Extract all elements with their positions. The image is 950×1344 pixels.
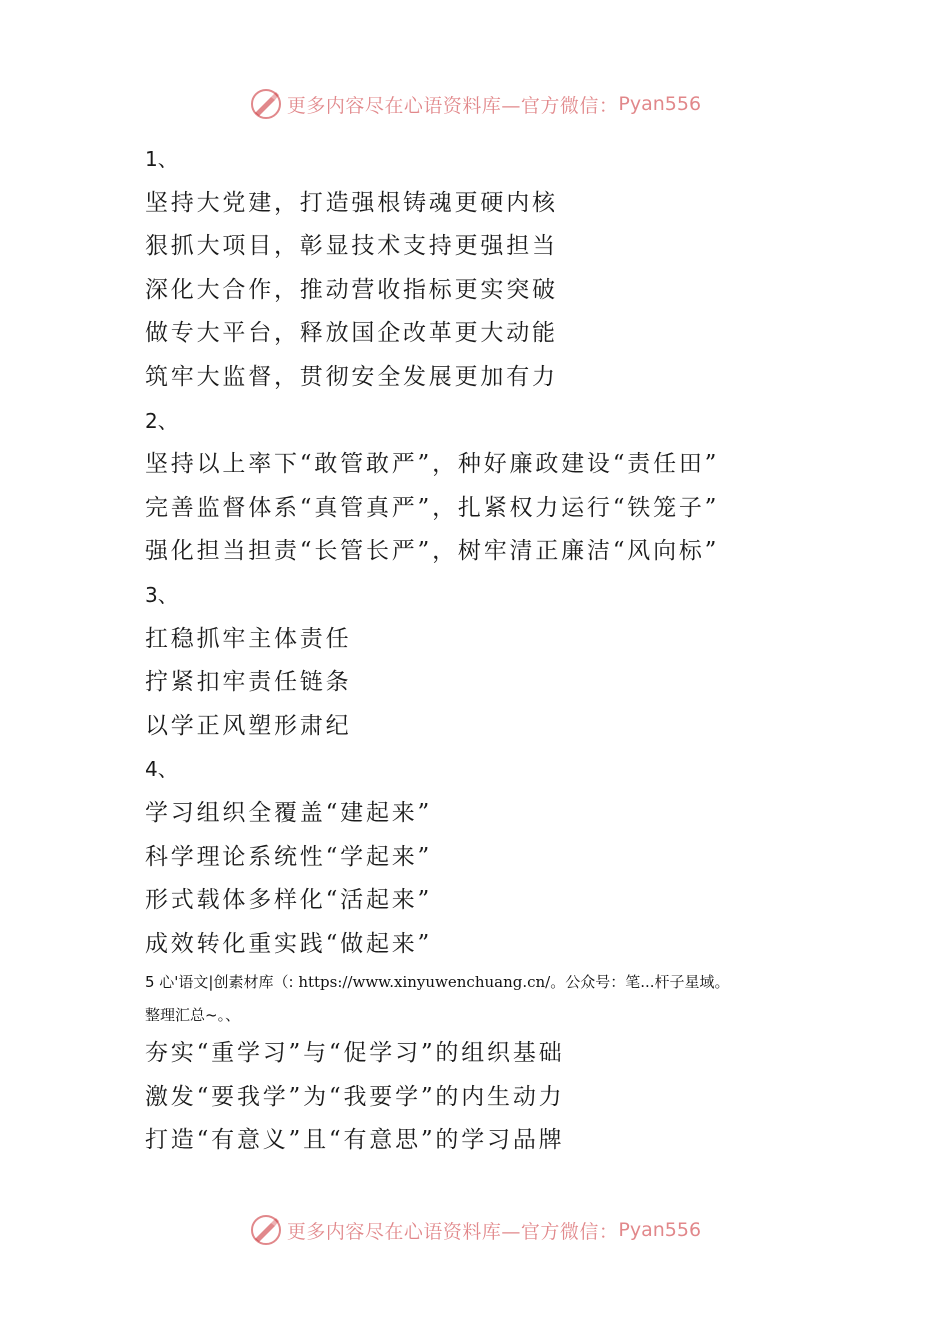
- text-line: 完善监督体系“真管真严”，扎紧权力运行“铁笼子”: [145, 494, 720, 521]
- note-suffix: 。公众号：笔...杆子星域。: [550, 973, 730, 992]
- section-number: 4、: [145, 757, 178, 782]
- text-line: 做专大平台，释放国企改革更大动能: [145, 320, 558, 347]
- text-line: 学习组织全覆盖“建起来”: [145, 799, 433, 826]
- footer-banner: [0, 1208, 950, 1252]
- text-line: 成效转化重实践“做起来”: [145, 930, 433, 957]
- banner-text: 更多内容尽在心语资料库—官方微信：: [286, 94, 619, 117]
- text-line: 激发“要我学”为“我要学”的内生动力: [145, 1083, 565, 1110]
- text-line: 以学正风塑形肃纪: [145, 712, 352, 739]
- text-line: 扛稳抓牢主体责任: [145, 625, 352, 652]
- text-line: 科学理论系统性“学起来”: [145, 843, 433, 870]
- text-line: 形式载体多样化“活起来”: [145, 887, 433, 914]
- note-prefix: 5 心'语文|创素材库（:: [145, 973, 299, 992]
- section-number: 3、: [145, 582, 178, 607]
- text-line: 狠抓大项目，彰显技术支持更强担当: [145, 233, 558, 260]
- section-number: 1、: [145, 147, 178, 171]
- pen-nib-icon: [249, 1213, 283, 1247]
- text-line: 拧紧扣牢责任链条: [145, 669, 352, 696]
- banner-wechat-id: Pyan556: [618, 93, 702, 115]
- source-note: [145, 966, 845, 999]
- source-url: https://www.xinyuwenchuang.cn/: [298, 973, 551, 992]
- source-note-line2: 整理汇总~。、: [145, 1006, 241, 1025]
- text-line: 强化担当担责“长管长严”，树牢清正廉洁“风向标”: [145, 538, 720, 565]
- text-line: 坚持大党建，打造强根铸魂更硬内核: [145, 189, 558, 216]
- text-line: 打造“有意义”且“有意思”的学习品牌: [145, 1127, 565, 1154]
- text-line: 深化大合作，推动营收指标更实突破: [145, 276, 558, 303]
- header-banner: [0, 82, 950, 126]
- text-line: 坚持以上率下“敢管敢严”，种好廉政建设“责任田”: [145, 451, 720, 478]
- pen-nib-icon: [249, 87, 283, 121]
- banner-wechat-id: Pyan556: [618, 1219, 702, 1241]
- text-line: 筑牢大监督，贯彻安全发展更加有力: [145, 363, 558, 390]
- text-line: 夯实“重学习”与“促学习”的组织基础: [145, 1040, 565, 1067]
- banner-text: 更多内容尽在心语资料库—官方微信：: [286, 1220, 619, 1243]
- section-number: 2、: [145, 408, 178, 433]
- document-body: [145, 138, 845, 1163]
